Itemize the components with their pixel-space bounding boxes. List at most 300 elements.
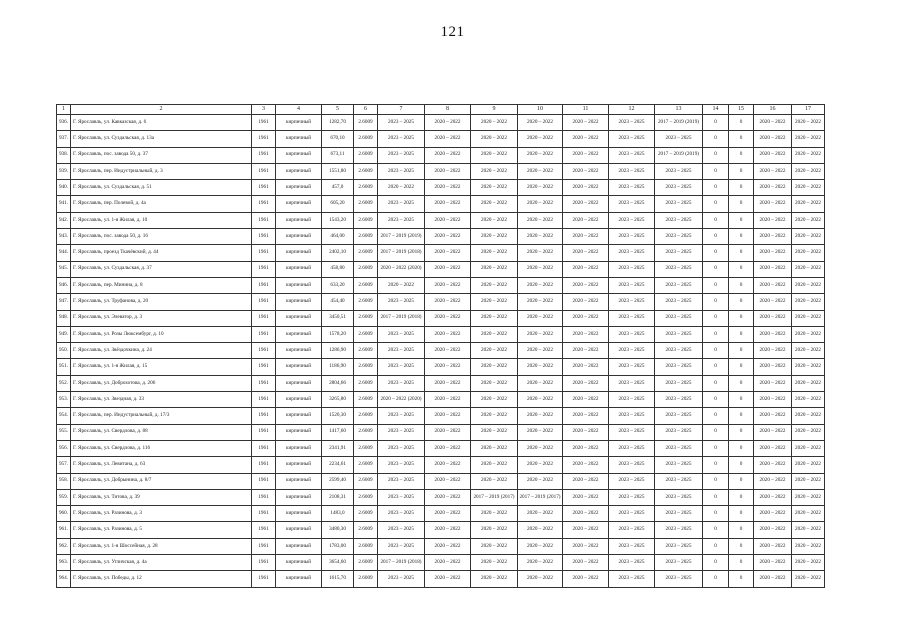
table-cell: 2020 – 2022 (518, 180, 563, 196)
table-cell: 2023 – 2025 (655, 294, 703, 310)
table-cell: 2020 – 2022 (754, 277, 792, 293)
table-cell: 2020 – 2022 (563, 489, 609, 505)
table-cell: 1961 (252, 229, 276, 245)
table-cell: 2023 – 2025 (609, 538, 655, 554)
table-cell: 1483,0 (322, 506, 354, 522)
address-cell: Г. Ярославль, ул. Розы Люксембург, д. 10 (71, 326, 252, 342)
table-cell: 2023 – 2025 (609, 473, 655, 489)
table-cell: 2023 – 2025 (655, 131, 703, 147)
table-cell: 2108,31 (322, 489, 354, 505)
row-number-cell: 940. (57, 180, 71, 196)
table-cell: 1961 (252, 571, 276, 587)
table-cell: 2020 – 2022 (792, 571, 825, 587)
table-row (57, 212, 825, 228)
table-cell: 0 (703, 294, 729, 310)
table-cell: 2020 – 2022 (425, 489, 471, 505)
table-cell: 2020 – 2022 (563, 115, 609, 131)
table-cell: 0 (703, 261, 729, 277)
table-cell: 1961 (252, 473, 276, 489)
address-cell: Г. Ярославль, ул. Доброхотова, д. 206 (71, 375, 252, 391)
table-cell: кирпичный (276, 489, 322, 505)
table-cell: 2020 – 2022 (792, 212, 825, 228)
table-cell: кирпичный (276, 310, 322, 326)
table-cell: 2020 – 2022 (563, 571, 609, 587)
table-cell: 2020 – 2022 (471, 261, 518, 277)
table-cell: 2020 – 2022 (471, 343, 518, 359)
table-row (57, 457, 825, 473)
table-cell: 2020 – 2022 (792, 359, 825, 375)
table-cell: 2023 – 2025 (378, 359, 425, 375)
table-cell: 458,80 (322, 261, 354, 277)
row-number-cell: 949. (57, 326, 71, 342)
table-cell: 2020 – 2022 (471, 408, 518, 424)
table-cell: 2020 – 2022 (563, 212, 609, 228)
table-cell: 1961 (252, 375, 276, 391)
table-cell: 2020 – 2022 (792, 555, 825, 571)
table-cell: 2020 – 2022 (425, 115, 471, 131)
table-cell: 2023 – 2025 (655, 163, 703, 179)
table-cell: 454,40 (322, 294, 354, 310)
column-number-cell: 2 (71, 105, 252, 115)
table-cell: 2023 – 2025 (378, 131, 425, 147)
table-cell: 2020 – 2022 (471, 538, 518, 554)
table-row (57, 392, 825, 408)
column-number-row (57, 105, 825, 115)
table-cell: 3265,80 (322, 392, 354, 408)
address-cell: Г. Ярославль, пер. Индустриальный, д. 3 (71, 163, 252, 179)
table-cell: 2023 – 2025 (609, 522, 655, 538)
table-cell: 2020 – 2022 (792, 538, 825, 554)
table-cell: кирпичный (276, 457, 322, 473)
table-cell: 2023 – 2025 (609, 440, 655, 456)
table-cell: 2020 – 2022 (425, 392, 471, 408)
table-cell: 2020 – 2022 (425, 212, 471, 228)
table-cell: 2020 – 2022 (754, 457, 792, 473)
table-cell: 0 (703, 277, 729, 293)
table-cell: 2023 – 2025 (609, 196, 655, 212)
table-cell: 2020 – 2022 (518, 538, 563, 554)
table-cell: 2023 – 2025 (378, 440, 425, 456)
table-cell: 2023 – 2025 (378, 326, 425, 342)
address-cell: Г. Ярославль, проезд Ткачёвский, д. 44 (71, 245, 252, 261)
row-number-cell: 964. (57, 571, 71, 587)
table-cell: 2020 – 2022 (425, 538, 471, 554)
table-cell: 2020 – 2022 (792, 277, 825, 293)
table-cell: 1282,70 (322, 115, 354, 131)
table-cell: 1961 (252, 277, 276, 293)
table-cell: 2023 – 2025 (655, 555, 703, 571)
table-cell: 2.6009 (354, 489, 378, 505)
table-cell: кирпичный (276, 261, 322, 277)
table-cell: 2023 – 2025 (609, 147, 655, 163)
table-cell: 2020 – 2022 (754, 343, 792, 359)
table-cell: 1961 (252, 555, 276, 571)
table-cell: кирпичный (276, 571, 322, 587)
table-cell: 2020 – 2022 (518, 571, 563, 587)
table-cell: 2020 – 2022 (471, 506, 518, 522)
table-cell: кирпичный (276, 375, 322, 391)
table-cell: 2020 – 2022 (425, 229, 471, 245)
table-cell: 2020 – 2022 (471, 359, 518, 375)
table-cell: 2020 – 2022 (754, 538, 792, 554)
table-cell: 0 (703, 131, 729, 147)
table-cell: 2020 – 2022 (754, 359, 792, 375)
table-cell: 2023 – 2025 (609, 457, 655, 473)
table-cell: 2020 – 2022 (754, 326, 792, 342)
table-cell: 0 (729, 522, 754, 538)
table-cell: 2023 – 2025 (655, 522, 703, 538)
address-cell: Г. Ярославль, ул. Угличская, д. 4а (71, 555, 252, 571)
column-number-cell: 1 (57, 105, 71, 115)
row-number-cell: 963. (57, 555, 71, 571)
table-cell: 0 (703, 522, 729, 538)
page-number: 121 (440, 24, 465, 40)
table-cell: 0 (729, 457, 754, 473)
table-cell: 2020 – 2022 (563, 506, 609, 522)
table-cell: 2020 – 2022 (792, 180, 825, 196)
table-cell: 2020 – 2022 (563, 555, 609, 571)
table-cell: 2023 – 2025 (378, 408, 425, 424)
table-cell: 2020 – 2022 (425, 261, 471, 277)
table-cell: 0 (729, 473, 754, 489)
table-cell: 2020 – 2022 (792, 326, 825, 342)
table-cell: 2.6009 (354, 131, 378, 147)
address-cell: Г. Ярославль, ул. Победы, д. 12 (71, 571, 252, 587)
table-cell: 2020 – 2022 (754, 115, 792, 131)
table-cell: 2020 – 2022 (563, 229, 609, 245)
table-cell: 0 (729, 294, 754, 310)
table-cell: 2017 – 2019 (2017) (518, 489, 563, 505)
table-cell: 1961 (252, 359, 276, 375)
address-cell: Г. Ярославль, ул. Элеватор, д. 3 (71, 310, 252, 326)
table-cell: 1961 (252, 326, 276, 342)
table-cell: кирпичный (276, 115, 322, 131)
table-cell: 2020 – 2022 (471, 375, 518, 391)
table-cell: 0 (729, 343, 754, 359)
row-number-cell: 953. (57, 392, 71, 408)
table-cell: 2023 – 2025 (609, 115, 655, 131)
table-row (57, 326, 825, 342)
table-cell: 0 (703, 196, 729, 212)
table-row (57, 115, 825, 131)
table-cell: 1961 (252, 424, 276, 440)
column-number-cell: 5 (322, 105, 354, 115)
table-cell: 1961 (252, 131, 276, 147)
table-cell: 2020 – 2022 (425, 163, 471, 179)
table-cell: 2020 – 2022 (792, 196, 825, 212)
table-cell: 0 (703, 457, 729, 473)
column-number-cell: 9 (471, 105, 518, 115)
table-cell: 2020 – 2022 (471, 326, 518, 342)
table-cell: 0 (729, 229, 754, 245)
table-cell: 2023 – 2025 (655, 196, 703, 212)
table-cell: 2020 – 2022 (471, 245, 518, 261)
table-cell: 2.6009 (354, 212, 378, 228)
table-cell: 0 (703, 359, 729, 375)
table-cell: 2023 – 2025 (655, 310, 703, 326)
table-cell: 2804,66 (322, 375, 354, 391)
table-row (57, 571, 825, 587)
table-cell: 2023 – 2025 (655, 277, 703, 293)
table-cell: 2020 – 2022 (792, 343, 825, 359)
table-cell: 0 (703, 571, 729, 587)
table-cell: 0 (703, 147, 729, 163)
table-cell: 2023 – 2025 (655, 343, 703, 359)
table-row (57, 473, 825, 489)
table-cell: 0 (729, 261, 754, 277)
table-cell: 2020 – 2022 (518, 196, 563, 212)
row-number-cell: 936. (57, 115, 71, 131)
table-cell: 2023 – 2025 (609, 294, 655, 310)
table-cell: 2023 – 2025 (609, 375, 655, 391)
table-row (57, 555, 825, 571)
table-cell: 2020 – 2022 (471, 522, 518, 538)
table-cell: 0 (729, 489, 754, 505)
table-cell: 2020 – 2022 (518, 392, 563, 408)
table-cell: 2020 – 2022 (754, 180, 792, 196)
table-cell: 0 (703, 115, 729, 131)
table-cell: 2.6009 (354, 294, 378, 310)
table-cell: 2020 – 2022 (563, 310, 609, 326)
table-cell: 2.6009 (354, 163, 378, 179)
address-cell: Г. Ярославль, ул. Суздальская, д. 51 (71, 180, 252, 196)
row-number-cell: 948. (57, 310, 71, 326)
table-cell: 2023 – 2025 (378, 147, 425, 163)
table-cell: 0 (729, 245, 754, 261)
table-cell: кирпичный (276, 555, 322, 571)
table-cell: 2020 – 2022 (563, 147, 609, 163)
table-row (57, 196, 825, 212)
table-cell: 2402,10 (322, 245, 354, 261)
table-cell: 2023 – 2025 (609, 555, 655, 571)
table-cell: 2020 – 2022 (754, 131, 792, 147)
table-row (57, 245, 825, 261)
table-cell: 2020 – 2022 (754, 473, 792, 489)
row-number-cell: 957. (57, 457, 71, 473)
table-cell: 2.6009 (354, 506, 378, 522)
column-number-cell: 10 (518, 105, 563, 115)
table-cell: 2020 – 2022 (378, 277, 425, 293)
table-cell: 2.6009 (354, 261, 378, 277)
table-cell: 2020 – 2022 (563, 375, 609, 391)
table-cell: 2023 – 2025 (655, 245, 703, 261)
table-cell: кирпичный (276, 147, 322, 163)
table-cell: 2020 – 2022 (425, 457, 471, 473)
table-cell: 2023 – 2025 (378, 506, 425, 522)
table-cell: 2023 – 2025 (609, 343, 655, 359)
column-number-cell: 16 (754, 105, 792, 115)
table-row (57, 538, 825, 554)
table-row (57, 408, 825, 424)
table-cell: 2020 – 2022 (425, 522, 471, 538)
table-cell: 0 (703, 473, 729, 489)
table-cell: 2020 – 2022 (518, 473, 563, 489)
table-cell: 2020 – 2022 (563, 473, 609, 489)
table-cell: 2020 – 2022 (754, 294, 792, 310)
table-cell: 670,10 (322, 131, 354, 147)
table-cell: кирпичный (276, 440, 322, 456)
table-cell: 2023 – 2025 (655, 440, 703, 456)
table-row (57, 131, 825, 147)
table-cell: 1961 (252, 457, 276, 473)
table-cell: 0 (703, 375, 729, 391)
table-cell: 2599,40 (322, 473, 354, 489)
table-cell: 1578,20 (322, 326, 354, 342)
table-cell: 2020 – 2022 (518, 522, 563, 538)
table-cell: 1961 (252, 196, 276, 212)
table-cell: 2017 – 2019 (2017) (471, 489, 518, 505)
table-cell: 0 (729, 180, 754, 196)
column-number-cell: 14 (703, 105, 729, 115)
table-cell: 0 (729, 147, 754, 163)
table-row (57, 261, 825, 277)
table-cell: 0 (729, 196, 754, 212)
table-cell: 1961 (252, 180, 276, 196)
table-cell: 2023 – 2025 (655, 229, 703, 245)
table-cell: 2020 – 2022 (563, 326, 609, 342)
address-cell: Г. Ярославль, ул. Разинова, д. 3 (71, 506, 252, 522)
table-cell: 2020 – 2022 (518, 163, 563, 179)
table-cell: 0 (729, 555, 754, 571)
table-cell: 2023 – 2025 (378, 115, 425, 131)
table-cell: 2020 – 2022 (471, 180, 518, 196)
table-cell: 2020 – 2022 (754, 375, 792, 391)
table-cell: 1961 (252, 538, 276, 554)
column-number-cell: 11 (563, 105, 609, 115)
table-cell: 2020 – 2022 (425, 343, 471, 359)
table-cell: 2023 – 2025 (655, 359, 703, 375)
column-number-cell: 15 (729, 105, 754, 115)
table-cell: 1520,30 (322, 408, 354, 424)
table-cell: 1186,90 (322, 359, 354, 375)
row-number-cell: 960. (57, 506, 71, 522)
table-cell: 2.6009 (354, 147, 378, 163)
table-cell: 0 (703, 440, 729, 456)
table-cell: кирпичный (276, 522, 322, 538)
table-cell: 2023 – 2025 (655, 473, 703, 489)
table-cell: 2023 – 2025 (655, 571, 703, 587)
address-cell: Г. Ярославль, пос. завода 50, д. 37 (71, 147, 252, 163)
address-cell: Г. Ярославль, ул. Труфанова, д. 20 (71, 294, 252, 310)
table-cell: 1961 (252, 440, 276, 456)
table-cell: 2.6009 (354, 229, 378, 245)
table-cell: 2020 – 2022 (792, 131, 825, 147)
table-cell: 2020 – 2022 (425, 245, 471, 261)
table-cell: 2020 – 2022 (792, 424, 825, 440)
row-number-cell: 951. (57, 359, 71, 375)
table-cell: 2020 – 2022 (792, 457, 825, 473)
table-cell: 2020 – 2022 (792, 522, 825, 538)
table-cell: 2020 – 2022 (425, 277, 471, 293)
table-cell: 2023 – 2025 (609, 424, 655, 440)
table-cell: 0 (729, 131, 754, 147)
table-cell: 2023 – 2025 (378, 212, 425, 228)
table-cell: 0 (703, 408, 729, 424)
row-number-cell: 939. (57, 163, 71, 179)
table-cell: 1615,70 (322, 571, 354, 587)
table-cell: 2023 – 2025 (378, 375, 425, 391)
column-number-cell: 4 (276, 105, 322, 115)
table-cell: 2020 – 2022 (471, 310, 518, 326)
table-cell: 2020 – 2022 (563, 538, 609, 554)
row-number-cell: 946. (57, 277, 71, 293)
table-cell: 2020 – 2022 (518, 261, 563, 277)
table-cell: 2023 – 2025 (609, 326, 655, 342)
table-cell: кирпичный (276, 294, 322, 310)
table-cell: кирпичный (276, 538, 322, 554)
table-cell: 2020 – 2022 (518, 424, 563, 440)
table-cell: 0 (729, 326, 754, 342)
row-number-cell: 945. (57, 261, 71, 277)
table-cell: 2020 – 2022 (425, 555, 471, 571)
address-cell: Г. Ярославль, ул. Свердлова, д. 116 (71, 440, 252, 456)
table-cell: 2020 – 2022 (471, 294, 518, 310)
table-cell: 2023 – 2025 (378, 489, 425, 505)
table-cell: 1961 (252, 212, 276, 228)
table-cell: 2023 – 2025 (609, 229, 655, 245)
table-cell: 2020 – 2022 (518, 212, 563, 228)
table-cell: 1961 (252, 245, 276, 261)
table-cell: 2.6009 (354, 196, 378, 212)
table-cell: 2020 – 2022 (518, 343, 563, 359)
address-cell: Г. Ярославль, ул. Свердлова, д. 88 (71, 424, 252, 440)
table-cell: 3480,30 (322, 522, 354, 538)
table-cell: 0 (703, 229, 729, 245)
table-cell: 2.6009 (354, 522, 378, 538)
table-cell: 2023 – 2025 (655, 408, 703, 424)
table-cell: 2020 – 2022 (563, 424, 609, 440)
table-cell: 0 (729, 375, 754, 391)
address-cell: Г. Ярославль, ул. Суздальская, д. 13а (71, 131, 252, 147)
table-cell: 2020 – 2022 (471, 163, 518, 179)
table-cell: 2020 – 2022 (792, 310, 825, 326)
table-cell: 2023 – 2025 (655, 375, 703, 391)
table-cell: 2020 – 2022 (754, 163, 792, 179)
table-cell: 2017 – 2019 (2018) (378, 555, 425, 571)
table-cell: 0 (729, 506, 754, 522)
table-cell: кирпичный (276, 245, 322, 261)
table-cell: 0 (703, 424, 729, 440)
table-cell: 2020 – 2022 (563, 131, 609, 147)
table-cell: 2023 – 2025 (655, 180, 703, 196)
table-cell: кирпичный (276, 343, 322, 359)
table-cell: кирпичный (276, 180, 322, 196)
table-cell: 2020 – 2022 (518, 506, 563, 522)
address-cell: Г. Ярославль, пер. Полевой, д. 4а (71, 196, 252, 212)
table-cell: 2020 – 2022 (563, 180, 609, 196)
table-cell: 2020 – 2022 (754, 310, 792, 326)
table-cell: 3654,60 (322, 555, 354, 571)
table-cell: кирпичный (276, 196, 322, 212)
table-cell: 2020 – 2022 (518, 440, 563, 456)
table-cell: кирпичный (276, 326, 322, 342)
table-cell: кирпичный (276, 473, 322, 489)
table-cell: 2.6009 (354, 424, 378, 440)
table-cell: 2020 – 2022 (471, 212, 518, 228)
table-row (57, 375, 825, 391)
table-cell: 2020 – 2022 (425, 408, 471, 424)
table-cell: 2.6009 (354, 359, 378, 375)
table-cell: 2020 – 2022 (563, 359, 609, 375)
row-number-cell: 944. (57, 245, 71, 261)
table-cell: 2020 – 2022 (425, 359, 471, 375)
table-cell: 2017 – 2019 (2019) (378, 229, 425, 245)
table-cell: 2020 – 2022 (471, 392, 518, 408)
table-cell: 0 (703, 538, 729, 554)
table-cell: 2017 – 2019 (2019) (655, 147, 703, 163)
table-cell: 2.6009 (354, 408, 378, 424)
table-row (57, 440, 825, 456)
